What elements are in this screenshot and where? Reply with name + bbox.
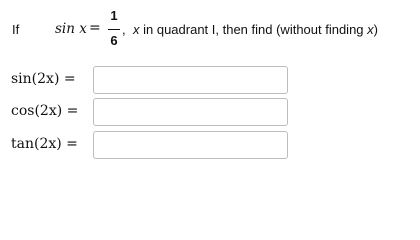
question-prefix: If <box>12 22 20 37</box>
label-text: tan(2x) <box>11 136 62 152</box>
tan-2x-input[interactable] <box>93 131 288 159</box>
fraction <box>107 8 121 50</box>
label-equals: = <box>66 136 78 152</box>
label-text: sin(2x) <box>11 71 60 87</box>
fraction-numerator: 1 <box>110 8 118 23</box>
answer-row-cos <box>0 96 420 128</box>
answer-label-cos <box>11 103 78 119</box>
question-text <box>0 0 420 60</box>
answer-label-sin <box>11 71 76 87</box>
sin-2x-input[interactable] <box>93 66 288 94</box>
question-var-x-2: x <box>367 22 374 37</box>
sin-x-expression: sin x <box>55 21 87 37</box>
question-suffix-end: ) <box>373 22 378 37</box>
label-equals: = <box>63 71 76 87</box>
question-var-x: x <box>133 22 140 37</box>
answer-label-tan <box>11 136 78 152</box>
question-suffix <box>133 22 378 37</box>
question-comma: , <box>122 22 126 37</box>
question-suffix-text: in quadrant I, then find (without finding <box>139 22 368 37</box>
fraction-denominator: 6 <box>110 33 118 48</box>
cos-2x-input[interactable] <box>93 98 288 126</box>
answer-row-sin <box>0 64 420 96</box>
label-text: cos(2x) <box>11 103 63 119</box>
answer-row-tan <box>0 129 420 161</box>
equals-sign: = <box>89 20 101 36</box>
fraction-bar <box>108 29 120 30</box>
label-equals: = <box>66 103 79 119</box>
